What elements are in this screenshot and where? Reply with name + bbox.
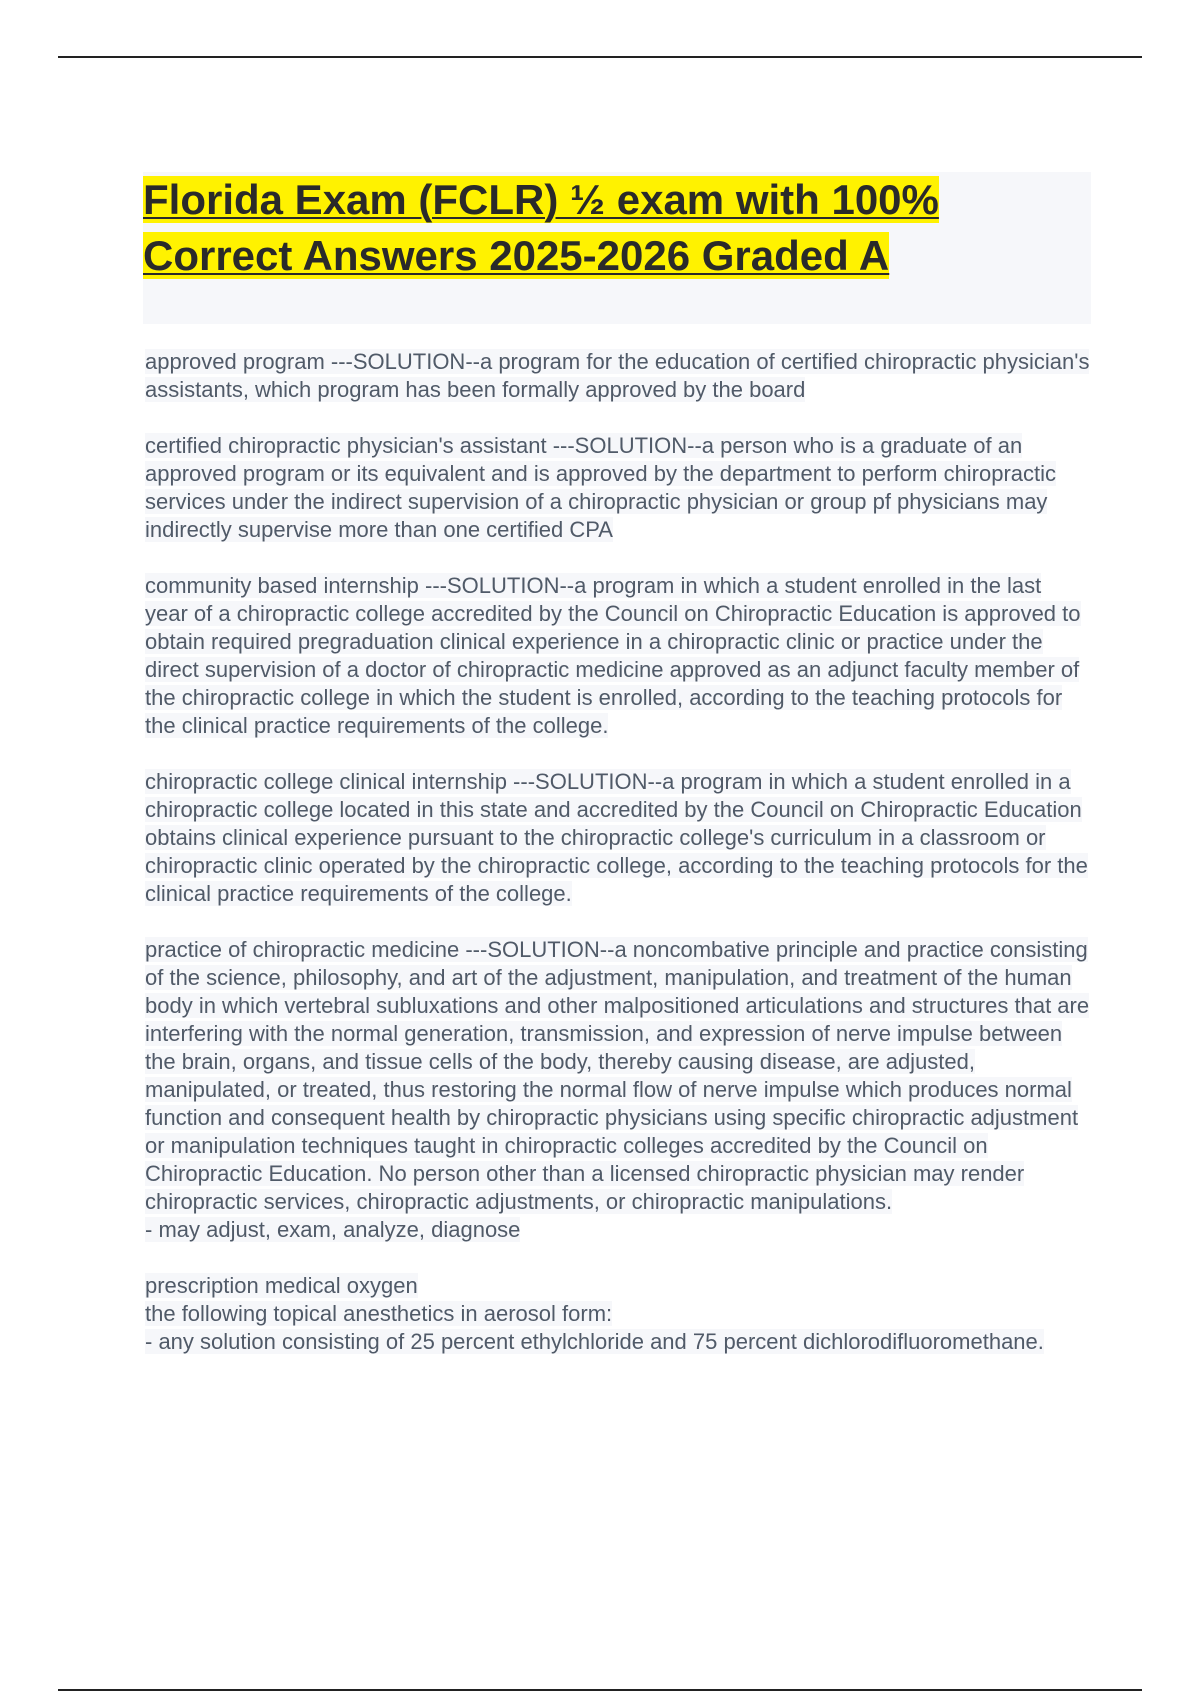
- document-title: [143, 172, 1091, 284]
- document-body: [145, 348, 1090, 1384]
- entry-extra: - may adjust, exam, analyze, diagnose: [145, 1217, 521, 1242]
- entry-text: practice of chiropractic medicine ---SOLUTION--a noncombative principle and practice consisting of the science, philosophy, and art of the adjustment, manipulation, and treatment of the human body in which vertebral subluxations and other malpositioned articulations and structures that are interfering with the normal generation, transmission, and expression of nerve impulse between the brain, organs, and tissue cells of the body, thereby causing disease, are adjusted, manipulated, or treated, thus restoring the normal flow of nerve impulse which produces normal function and consequent health by chiropractic physicians using specific chiropractic adjustment or manipulation techniques taught in chiropractic colleges accredited by the Council on Chiropractic Education. No person other than a licensed chiropractic physician may render chiropractic services, chiropractic adjustments, or chiropractic manipulations.: [145, 937, 1090, 1214]
- document-title-line-2: Correct Answers 2025-2026 Graded A: [143, 232, 890, 279]
- entry-certified-cpa: [145, 432, 1090, 544]
- entry-line-2: the following topical anesthetics in aerosol form:: [145, 1301, 613, 1326]
- entry-line-3: - any solution consisting of 25 percent ethylchloride and 75 percent dichlorodifluoromethane.: [145, 1329, 1044, 1354]
- entry-approved-program: [145, 348, 1090, 404]
- entry-practice-of-chiropractic-medicine: [145, 936, 1090, 1244]
- entry-text: chiropractic college clinical internship ---SOLUTION--a program in which a student enrolled in a chiropractic college located in this state and accredited by the Council on Chiropractic Education obtains clinical experience pursuant to the chiropractic college's curriculum in a classroom or chiropractic clinic operated by the chiropractic college, according to the teaching protocols for the clinical practice requirements of the college.: [145, 769, 1088, 906]
- top-rule: [58, 56, 1142, 58]
- document-title-line-1: Florida Exam (FCLR) ½ exam with 100%: [143, 176, 939, 223]
- entry-line-1: prescription medical oxygen: [145, 1273, 418, 1298]
- entry-text: certified chiropractic physician's assistant ---SOLUTION--a person who is a graduate of an approved program or its equivalent and is approved by the department to perform chiropractic services under the indirect supervision of a chiropractic physician or group pf physicians may indirectly supervise more than one certified CPA: [145, 433, 1057, 542]
- entry-community-based-internship: [145, 572, 1090, 740]
- bottom-rule: [58, 1689, 1142, 1691]
- entry-prescription-medical-oxygen: [145, 1272, 1090, 1356]
- entry-text: community based internship ---SOLUTION--a program in which a student enrolled in the last year of a chiropractic college accredited by the Council on Chiropractic Education is approved to obtain required pregraduation clinical experience in a chiropractic clinic or practice under the direct supervision of a doctor of chiropractic medicine approved as an adjunct faculty member of the chiropractic college in which the student is enrolled, according to the teaching protocols for the clinical practice requirements of the college.: [145, 573, 1081, 738]
- title-block: [143, 172, 1091, 324]
- entry-college-clinical-internship: [145, 768, 1090, 908]
- entry-text: approved program ---SOLUTION--a program for the education of certified chiropractic physician's assistants, which program has been formally approved by the board: [145, 349, 1090, 402]
